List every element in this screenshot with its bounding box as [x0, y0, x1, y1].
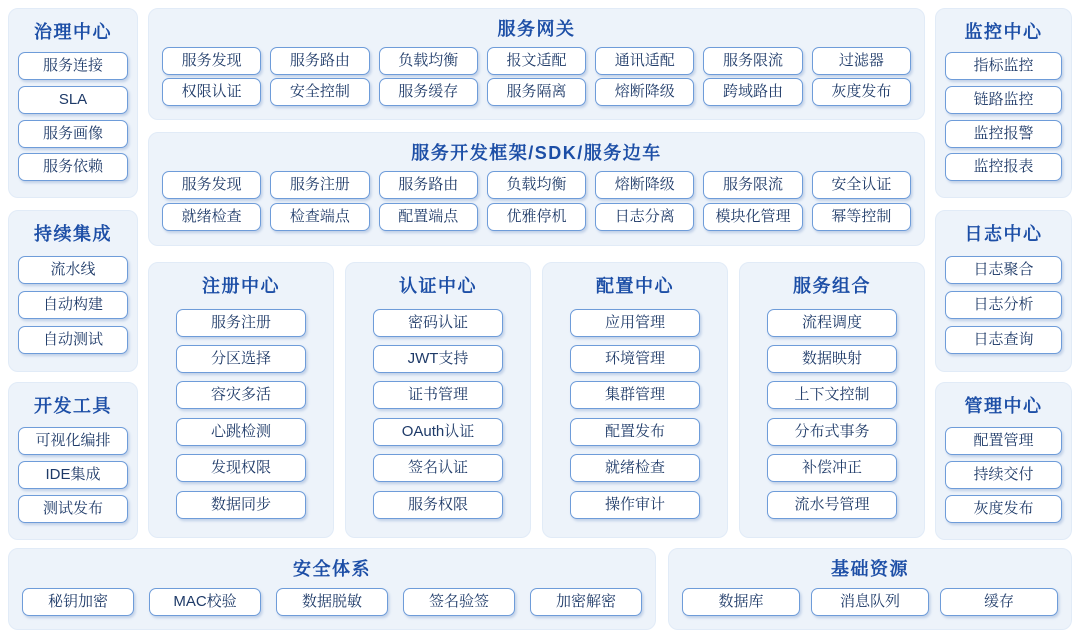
panel-auth-center-title: 认证中心 — [399, 276, 477, 296]
chip: 签名验签 — [403, 588, 515, 616]
panel-security-system — [8, 548, 656, 630]
panel-monitoring-center-title: 监控中心 — [964, 22, 1043, 42]
chip: 服务限流 — [703, 47, 802, 75]
chip: 数据映射 — [767, 345, 897, 373]
chip: MAC校验 — [149, 588, 261, 616]
chip: 日志分离 — [595, 203, 694, 231]
chip: 分区选择 — [176, 345, 306, 373]
chip: 权限认证 — [162, 78, 261, 106]
panel-continuous-integration — [8, 210, 138, 372]
chip: 配置端点 — [379, 203, 478, 231]
panel-sdk-sidecar — [148, 132, 925, 246]
chip: 检查端点 — [270, 203, 369, 231]
chip: 监控报表 — [945, 153, 1062, 181]
panel-continuous-integration-items — [18, 248, 128, 361]
chip: 流水号管理 — [767, 491, 897, 519]
chip: 负载均衡 — [487, 171, 586, 199]
panel-basic-resources-title: 基础资源 — [831, 559, 909, 579]
chip: 数据库 — [682, 588, 800, 616]
chip: 模块化管理 — [703, 203, 802, 231]
chip: 服务隔离 — [487, 78, 586, 106]
chip: 证书管理 — [373, 381, 503, 409]
panel-management-center — [935, 382, 1072, 540]
chip: 指标监控 — [945, 52, 1062, 80]
chip: 服务路由 — [270, 47, 369, 75]
chip: 心跳检测 — [176, 418, 306, 446]
panel-governance — [8, 8, 138, 198]
chip: 服务限流 — [703, 171, 802, 199]
panel-config-center-title: 配置中心 — [596, 276, 674, 296]
panel-dev-tools — [8, 382, 138, 540]
gateway-row-1 — [162, 47, 911, 75]
panel-registry-center-items — [158, 300, 324, 527]
panel-auth-center-items — [355, 300, 521, 527]
panel-governance-title: 治理中心 — [34, 22, 112, 42]
chip: 数据脱敏 — [276, 588, 388, 616]
chip: 报文适配 — [487, 47, 586, 75]
chip: 服务发现 — [162, 171, 261, 199]
resources-row — [682, 588, 1058, 616]
chip: 安全认证 — [812, 171, 911, 199]
panel-sdk-sidecar-rows — [162, 167, 911, 235]
chip: IDE集成 — [18, 461, 128, 489]
chip: 服务路由 — [379, 171, 478, 199]
chip: 服务画像 — [18, 120, 128, 148]
panel-governance-items — [18, 46, 128, 187]
chip: 容灾多活 — [176, 381, 306, 409]
chip: 上下文控制 — [767, 381, 897, 409]
panel-registry-center-title: 注册中心 — [202, 276, 280, 296]
chip: 服务注册 — [176, 309, 306, 337]
panel-management-center-title: 管理中心 — [964, 396, 1043, 416]
panel-service-gateway — [148, 8, 925, 120]
panel-service-composition-title: 服务组合 — [793, 276, 871, 296]
chip: 服务缓存 — [379, 78, 478, 106]
chip: 补偿冲正 — [767, 454, 897, 482]
chip: 就绪检查 — [570, 454, 700, 482]
chip: 数据同步 — [176, 491, 306, 519]
chip: 自动构建 — [18, 291, 128, 319]
chip: 缓存 — [940, 588, 1058, 616]
panel-service-composition — [739, 262, 925, 538]
panel-dev-tools-items — [18, 420, 128, 529]
panel-basic-resources-rows — [682, 585, 1058, 619]
chip: 自动测试 — [18, 326, 128, 354]
chip: 服务权限 — [373, 491, 503, 519]
panel-log-center-items — [945, 248, 1062, 361]
chip: 灰度发布 — [812, 78, 911, 106]
chip: 发现权限 — [176, 454, 306, 482]
chip: 熔断降级 — [595, 171, 694, 199]
chip: 就绪检查 — [162, 203, 261, 231]
chip: 配置管理 — [945, 427, 1062, 455]
chip: 服务注册 — [270, 171, 369, 199]
chip: 监控报警 — [945, 120, 1062, 148]
panel-monitoring-center — [935, 8, 1072, 198]
chip: 优雅停机 — [487, 203, 586, 231]
security-row — [22, 588, 642, 616]
chip: 熔断降级 — [595, 78, 694, 106]
panel-continuous-integration-title: 持续集成 — [34, 224, 112, 244]
chip: 应用管理 — [570, 309, 700, 337]
chip: 秘钥加密 — [22, 588, 134, 616]
panel-dev-tools-title: 开发工具 — [34, 396, 112, 416]
chip: 日志聚合 — [945, 256, 1062, 284]
chip: 可视化编排 — [18, 427, 128, 455]
chip: 密码认证 — [373, 309, 503, 337]
panel-config-center-items — [552, 300, 718, 527]
panel-auth-center — [345, 262, 531, 538]
panel-basic-resources — [668, 548, 1072, 630]
gateway-row-2 — [162, 78, 911, 106]
panel-sdk-sidecar-title: 服务开发框架/SDK/服务边车 — [411, 143, 662, 163]
chip: 加密解密 — [530, 588, 642, 616]
panel-service-gateway-rows — [162, 43, 911, 109]
chip: 日志分析 — [945, 291, 1062, 319]
chip: SLA — [18, 86, 128, 114]
chip: 链路监控 — [945, 86, 1062, 114]
chip: 服务发现 — [162, 47, 261, 75]
chip: 服务连接 — [18, 52, 128, 80]
chip: 灰度发布 — [945, 495, 1062, 523]
chip: 流程调度 — [767, 309, 897, 337]
chip: 持续交付 — [945, 461, 1062, 489]
panel-security-system-title: 安全体系 — [293, 559, 371, 579]
chip: JWT支持 — [373, 345, 503, 373]
panel-monitoring-center-items — [945, 46, 1062, 187]
sdk-row-1 — [162, 171, 911, 199]
panel-management-center-items — [945, 420, 1062, 529]
chip: 消息队列 — [811, 588, 929, 616]
chip: 分布式事务 — [767, 418, 897, 446]
chip: 操作审计 — [570, 491, 700, 519]
chip: 跨域路由 — [703, 78, 802, 106]
panel-registry-center — [148, 262, 334, 538]
chip: 签名认证 — [373, 454, 503, 482]
chip: 安全控制 — [270, 78, 369, 106]
chip: 配置发布 — [570, 418, 700, 446]
chip: 过滤器 — [812, 47, 911, 75]
panel-service-gateway-title: 服务网关 — [497, 19, 576, 39]
chip: 通讯适配 — [595, 47, 694, 75]
chip: 流水线 — [18, 256, 128, 284]
chip: 集群管理 — [570, 381, 700, 409]
panel-config-center — [542, 262, 728, 538]
chip: 负载均衡 — [379, 47, 478, 75]
chip: 幂等控制 — [812, 203, 911, 231]
chip: 测试发布 — [18, 495, 128, 523]
chip: 服务依赖 — [18, 153, 128, 181]
panel-security-system-rows — [22, 585, 642, 619]
panel-log-center-title: 日志中心 — [964, 224, 1043, 244]
sdk-row-2 — [162, 203, 911, 231]
chip: 日志查询 — [945, 326, 1062, 354]
chip: OAuth认证 — [373, 418, 503, 446]
panel-log-center — [935, 210, 1072, 372]
panel-service-composition-items — [749, 300, 915, 527]
chip: 环境管理 — [570, 345, 700, 373]
